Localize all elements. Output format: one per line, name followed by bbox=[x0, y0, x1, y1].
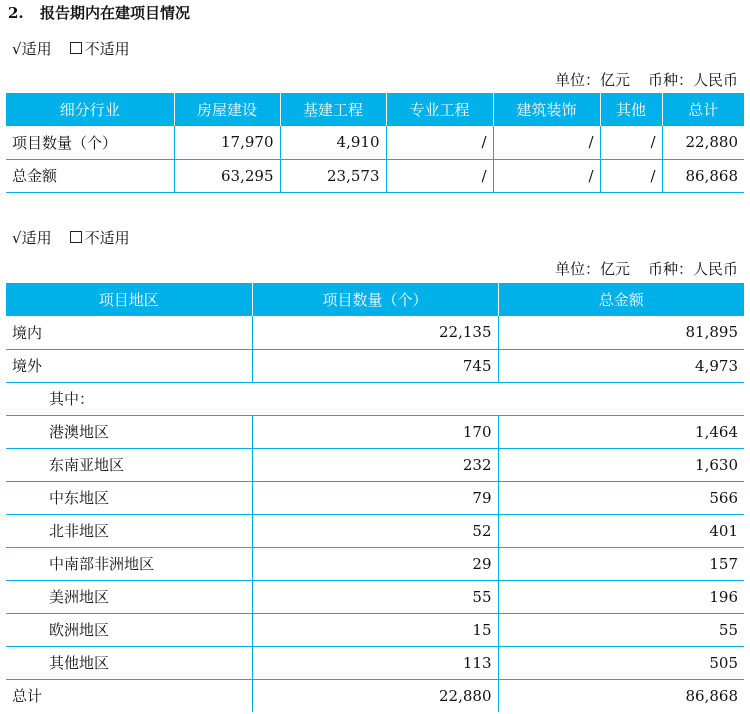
table-cell: 17,970 bbox=[174, 126, 280, 159]
table-header-cell: 项目数量（个） bbox=[252, 283, 498, 316]
applicability-options bbox=[12, 38, 130, 59]
table-cell: 55 bbox=[252, 580, 498, 613]
table-cell: 745 bbox=[252, 349, 498, 382]
table-row bbox=[6, 514, 744, 547]
region-table bbox=[6, 283, 744, 712]
table-cell: 29 bbox=[252, 547, 498, 580]
table-cell: 1,630 bbox=[498, 448, 744, 481]
table-cell: 美洲地区 bbox=[6, 580, 252, 613]
table-cell: 22,880 bbox=[662, 126, 744, 159]
industry-table bbox=[6, 93, 744, 193]
unit-line bbox=[555, 258, 738, 279]
table-header-cell: 其他 bbox=[600, 93, 662, 126]
table-header-cell: 总金额 bbox=[498, 283, 744, 316]
table-row bbox=[6, 448, 744, 481]
table-cell: 196 bbox=[498, 580, 744, 613]
table-cell: / bbox=[600, 159, 662, 192]
table-cell: 170 bbox=[252, 415, 498, 448]
table-cell: 113 bbox=[252, 646, 498, 679]
table-cell: 232 bbox=[252, 448, 498, 481]
unit-label: 单位：亿元 bbox=[554, 71, 630, 89]
table-header-cell: 基建工程 bbox=[280, 93, 386, 126]
check-mark-icon: √ bbox=[12, 40, 22, 58]
table-cell: 566 bbox=[498, 481, 744, 514]
table-cell: 15 bbox=[252, 613, 498, 646]
table-cell: 港澳地区 bbox=[6, 415, 252, 448]
table-header-cell: 专业工程 bbox=[386, 93, 493, 126]
table-cell: 境外 bbox=[6, 349, 252, 382]
table-cell: 境内 bbox=[6, 316, 252, 349]
table-row bbox=[6, 481, 744, 514]
table-row bbox=[6, 613, 744, 646]
currency-label: 币种：人民币 bbox=[647, 71, 738, 89]
empty-checkbox-icon bbox=[70, 42, 82, 54]
table-cell: 中东地区 bbox=[6, 481, 252, 514]
table-row bbox=[6, 349, 744, 382]
table-cell: 86,868 bbox=[662, 159, 744, 192]
table-row bbox=[6, 159, 744, 192]
table-cell: 79 bbox=[252, 481, 498, 514]
table-row bbox=[6, 316, 744, 349]
applicability-options bbox=[12, 227, 130, 248]
applicable-label: 适用 bbox=[21, 40, 52, 58]
table-cell: 东南亚地区 bbox=[6, 448, 252, 481]
table-cell: 401 bbox=[498, 514, 744, 547]
applicable-label: 适用 bbox=[21, 229, 52, 247]
section-number: 2. bbox=[8, 4, 24, 22]
table-cell: 505 bbox=[498, 646, 744, 679]
table-cell: / bbox=[600, 126, 662, 159]
table-cell: 1,464 bbox=[498, 415, 744, 448]
check-mark-icon: √ bbox=[12, 229, 22, 247]
table-header-cell: 建筑装饰 bbox=[493, 93, 600, 126]
section-title-text: 报告期内在建项目情况 bbox=[40, 4, 191, 22]
unit-line bbox=[555, 69, 738, 90]
table-cell: 4,910 bbox=[280, 126, 386, 159]
section-title bbox=[8, 2, 190, 23]
not-applicable-label: 不适用 bbox=[84, 229, 130, 247]
table-cell: 55 bbox=[498, 613, 744, 646]
table-cell: / bbox=[386, 159, 493, 192]
table-header-cell: 项目地区 bbox=[6, 283, 252, 316]
table-cell: 欧洲地区 bbox=[6, 613, 252, 646]
table-header-cell: 房屋建设 bbox=[174, 93, 280, 126]
table-row bbox=[6, 415, 744, 448]
table-row bbox=[6, 547, 744, 580]
table-cell: / bbox=[493, 126, 600, 159]
table-row bbox=[6, 646, 744, 679]
table-row bbox=[6, 382, 744, 415]
table-cell: 4,973 bbox=[498, 349, 744, 382]
table-cell: 81,895 bbox=[498, 316, 744, 349]
table-cell: 22,880 bbox=[252, 679, 498, 712]
table-cell: 86,868 bbox=[498, 679, 744, 712]
table-cell: 52 bbox=[252, 514, 498, 547]
table-cell: 23,573 bbox=[280, 159, 386, 192]
table-row bbox=[6, 580, 744, 613]
table-total-row bbox=[6, 679, 744, 712]
currency-label: 币种：人民币 bbox=[647, 260, 738, 278]
empty-checkbox-icon bbox=[70, 231, 82, 243]
table-header-cell: 总计 bbox=[662, 93, 744, 126]
table-header-cell: 细分行业 bbox=[6, 93, 174, 126]
table-cell: 中南部非洲地区 bbox=[6, 547, 252, 580]
table-header-row bbox=[6, 283, 744, 316]
table-header-row bbox=[6, 93, 744, 126]
table-row bbox=[6, 126, 744, 159]
table-cell: 北非地区 bbox=[6, 514, 252, 547]
table-cell: 22,135 bbox=[252, 316, 498, 349]
table-cell: 项目数量（个） bbox=[6, 126, 174, 159]
table-cell: 63,295 bbox=[174, 159, 280, 192]
table-cell: 总金额 bbox=[6, 159, 174, 192]
table-cell: / bbox=[386, 126, 493, 159]
sub-heading-cell: 其中： bbox=[6, 382, 744, 415]
not-applicable-label: 不适用 bbox=[84, 40, 130, 58]
unit-label: 单位：亿元 bbox=[554, 260, 630, 278]
table-cell: 总计 bbox=[12, 687, 43, 706]
table-cell: / bbox=[493, 159, 600, 192]
table-cell: 157 bbox=[498, 547, 744, 580]
table-cell: 其他地区 bbox=[6, 646, 252, 679]
